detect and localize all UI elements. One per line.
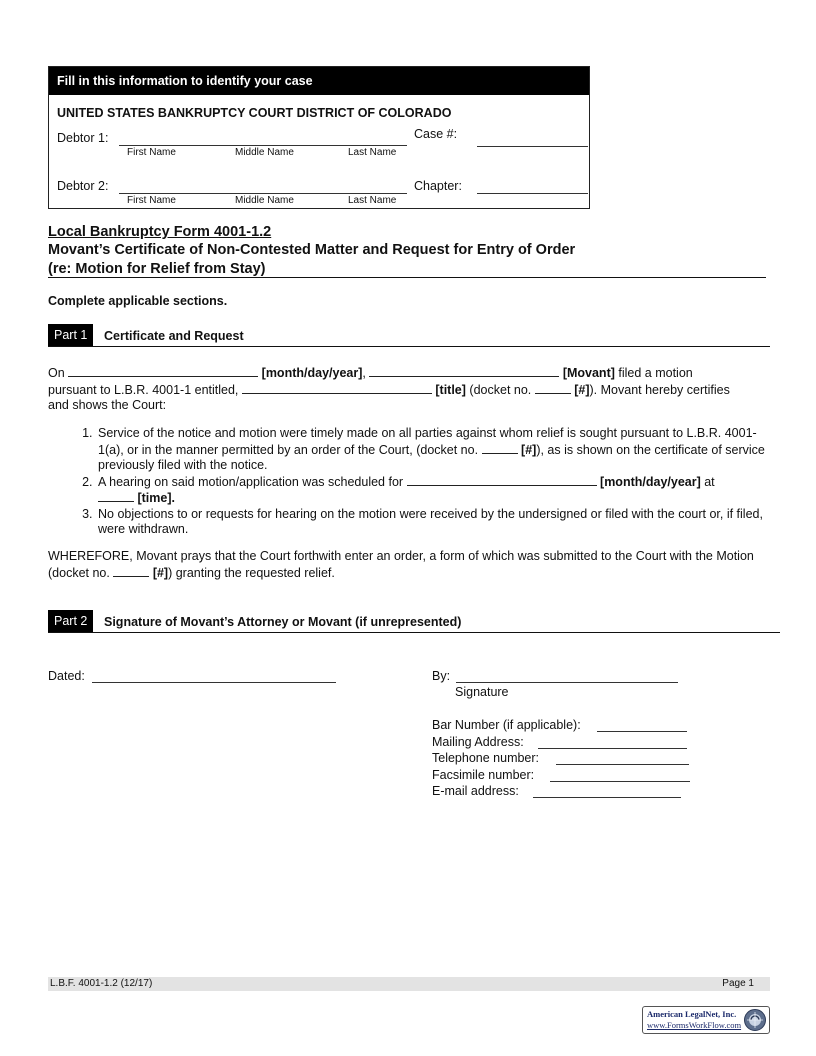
email-label: E-mail address: (432, 784, 519, 798)
signature-caption: Signature (455, 685, 509, 699)
wherefore-text-end: ) granting the requested relief. (168, 565, 335, 580)
shows-text: and shows the Court: (48, 398, 167, 412)
by-label: By: (432, 669, 451, 683)
footer-page-number: Page 1 (722, 978, 754, 989)
hearing-time-blank[interactable] (98, 490, 134, 502)
part2-rule (48, 632, 780, 633)
pursuant-text: pursuant to L.B.R. 4001-1 entitled, (48, 382, 239, 397)
debtor2-label: Debtor 2: (57, 179, 109, 193)
dated-field[interactable] (92, 682, 336, 683)
debtor2-first-name-caption: First Name (127, 195, 176, 206)
chapter-label: Chapter: (414, 179, 462, 193)
debtor1-first-name-caption: First Name (127, 147, 176, 158)
globe-icon (743, 1008, 767, 1032)
item1-text: Service of the notice and motion were timely made on all parties against whom relief is sought pursuant to L.B.R. 4001-1(a), or in the manner permitted by an order of the Court, (docket no. (98, 426, 757, 457)
wherefore-paragraph (48, 549, 770, 581)
wherefore-num-tag: [#] (152, 565, 169, 580)
case-number-label: Case #: (414, 127, 458, 141)
date-blank[interactable] (68, 365, 258, 377)
email-field[interactable] (533, 797, 681, 798)
debtor2-last-name-caption: Last Name (348, 195, 397, 206)
item2-date-tag: [month/day/year] (600, 474, 701, 489)
certificate-list (48, 426, 770, 538)
publisher-name: American LegalNet, Inc. (647, 1009, 737, 1019)
part1-title: Certificate and Request (104, 329, 244, 343)
dated-label: Dated: (48, 669, 85, 683)
part1-intro: On [month/day/year], [Movant] filed a motion pursuant to L.B.R. 4001-1 entitled, [title] (docket no. [#]). Movant hereby certifies and shows the Court: (48, 366, 730, 412)
debtor2-middle-name-caption: Middle Name (235, 195, 294, 206)
wherefore-docket-blank[interactable] (113, 565, 149, 577)
docket-blank[interactable] (535, 382, 571, 394)
telephone-field[interactable] (556, 764, 689, 765)
item1-num-tag: [#] (521, 442, 537, 457)
footer-form-id: L.B.F. 4001-1.2 (12/17) (50, 978, 153, 989)
title-tag: [title] (435, 382, 466, 397)
publisher-url[interactable]: www.FormsWorkFlow.com (647, 1020, 742, 1030)
part2-tab: Part 2 (48, 610, 93, 632)
facsimile-label: Facsimile number: (432, 768, 535, 782)
list-item (96, 474, 770, 507)
mailing-address-field[interactable] (538, 748, 687, 749)
docket-text: (docket no. (469, 382, 532, 397)
item2-text: A hearing on said motion/application was scheduled for (98, 474, 404, 489)
filed-text: filed a motion (618, 366, 693, 380)
hearing-date-blank[interactable] (407, 474, 597, 486)
debtor1-field[interactable] (119, 145, 407, 146)
movant-tag: [Movant] (562, 366, 615, 380)
part1-rule (48, 346, 770, 347)
item1-docket-blank[interactable] (482, 442, 518, 454)
debtor1-middle-name-caption: Middle Name (235, 147, 294, 158)
docket-num-tag: [#] (574, 382, 590, 397)
publisher-logo[interactable] (642, 1006, 770, 1034)
case-box-header: Fill in this information to identify your case (49, 67, 589, 95)
item1-text-end: ), as is shown on the certificate of service previously filed with the notice. (98, 442, 765, 472)
case-number-field[interactable] (477, 146, 588, 147)
bar-number-field[interactable] (597, 731, 687, 732)
debtor1-last-name-caption: Last Name (348, 147, 397, 158)
debtor2-field[interactable] (119, 193, 407, 194)
time-tag: [time]. (137, 491, 175, 505)
part2-title: Signature of Movant’s Attorney or Movant (if unrepresented) (104, 615, 462, 629)
on-text: On (48, 366, 65, 380)
bar-number-label: Bar Number (if applicable): (432, 718, 581, 732)
item2-at-text: at (704, 474, 715, 489)
form-title: Movant’s Certificate of Non-Contested Matter and Request for Entry of Order (48, 242, 576, 258)
title-blank[interactable] (242, 382, 432, 394)
facsimile-field[interactable] (550, 781, 690, 782)
footer-bar (48, 977, 770, 991)
case-info-box (48, 66, 590, 209)
item3-text: No objections to or requests for hearing on the motion were received by the undersigned or filed with the court or, if filed, were withdrawn. (98, 506, 763, 536)
wherefore-text: WHEREFORE, Movant prays that the Court forthwith enter an order, a form of which was submitted to the Court with the Motion (docket no. (48, 549, 754, 580)
movant-blank[interactable] (369, 365, 559, 377)
title-rule (48, 277, 766, 278)
court-name: UNITED STATES BANKRUPTCY COURT DISTRICT OF COLORADO (57, 106, 452, 120)
chapter-field[interactable] (477, 193, 588, 194)
mailing-address-label: Mailing Address: (432, 735, 524, 749)
debtor1-label: Debtor 1: (57, 131, 109, 145)
form-number-title: Local Bankruptcy Form 4001-1.2 (48, 224, 272, 240)
date-tag: [month/day/year] (261, 366, 363, 380)
part1-tab: Part 1 (48, 324, 93, 346)
certifies-text: ). Movant hereby certifies (589, 382, 730, 397)
list-item (96, 426, 770, 474)
instructions: Complete applicable sections. (48, 294, 228, 308)
list-item (96, 507, 770, 538)
form-subtitle: (re: Motion for Relief from Stay) (48, 261, 266, 277)
telephone-label: Telephone number: (432, 751, 540, 765)
signature-field[interactable] (456, 682, 678, 683)
